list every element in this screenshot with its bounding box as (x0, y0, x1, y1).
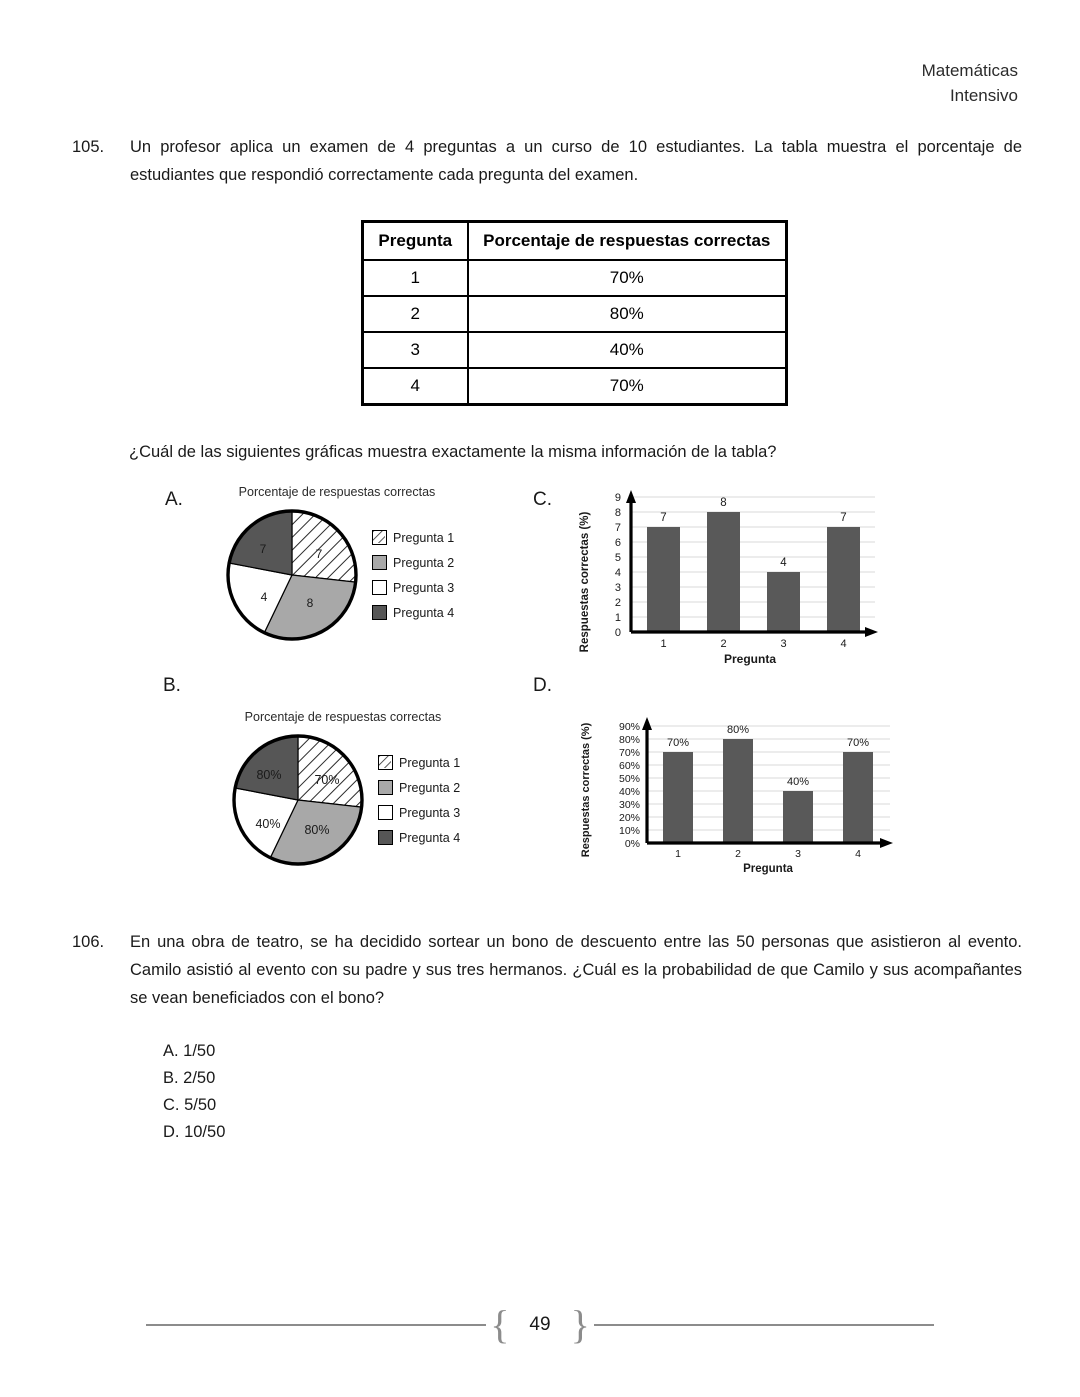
option-label-b[interactable]: B. (163, 675, 181, 696)
question-106-options (163, 1038, 225, 1146)
chart-a-value-pregunta-4: 7 (259, 542, 267, 556)
table-header-row (363, 222, 787, 261)
legend-item-pregunta-4 (378, 830, 460, 845)
chart-d-bar-2 (723, 739, 753, 843)
table-cell-pregunta: 2 (363, 296, 468, 332)
ytick: 2 (614, 597, 621, 609)
legend-label: Pregunta 2 (393, 555, 455, 570)
question-105-text: Un profesor aplica un examen de 4 preguntas a un curso de 10 estudiantes. La tabla muestra el porcentaje de estudiantes que respondió correctamente cada pregunta del examen. (130, 138, 1022, 184)
table-row (363, 260, 787, 296)
chart-b-value-pregunta-4: 80% (256, 768, 282, 782)
footer-rule-left (146, 1324, 486, 1326)
ytick: 5 (614, 552, 621, 564)
table-cell-porcentaje: 70% (468, 260, 787, 296)
option-label-d[interactable]: D. (533, 675, 552, 696)
ytick: 50% (618, 773, 640, 785)
ytick: 0% (624, 838, 640, 850)
chart-d-datalabel-4: 70% (846, 737, 870, 749)
ytick: 10% (618, 825, 640, 837)
legend-item-pregunta-1 (378, 755, 460, 770)
question-106-text: En una obra de teatro, se ha decidido sortear un bono de descuento entre las 50 personas que asistieron al evento. Camilo asistió al evento con su padre y sus tres hermanos. ¿Cuál es la probabilidad de que Camilo y sus acompañantes se vean beneficiados con el bono? (130, 933, 1022, 1007)
white-swatch-icon (378, 805, 393, 820)
table-row (363, 332, 787, 368)
question-105 (72, 133, 1022, 189)
chart-d-bar-3 (783, 791, 813, 843)
chart-d-xticks (675, 848, 861, 860)
table-cell-pregunta: 1 (363, 260, 468, 296)
table-row (363, 368, 787, 405)
legend-label: Pregunta 1 (399, 755, 461, 770)
option-d-figure[interactable] (578, 712, 903, 892)
chart-d-datalabel-3: 40% (786, 776, 810, 788)
chart-a-value-pregunta-2: 8 (306, 596, 314, 610)
xtick: 2 (735, 848, 741, 860)
question-105-subquestion: ¿Cuál de las siguientes gráficas muestra exactamente la misma información de la tabla? (129, 443, 777, 461)
page-number: 49 (529, 1314, 551, 1335)
chart-d-bar-4 (843, 752, 873, 843)
chart-a-title: Porcentaje de respuestas correctas (238, 485, 436, 499)
brace-left-icon: { (490, 1302, 510, 1347)
chart-b-slice-pregunta-1 (298, 736, 362, 807)
chart-c-yticks (615, 492, 621, 639)
chart-d-bar-1 (663, 752, 693, 843)
table-row (363, 296, 787, 332)
chart-b-legend (378, 750, 460, 850)
chart-a-slice-pregunta-1 (292, 511, 356, 582)
ytick: 4 (614, 567, 621, 579)
legend-label: Pregunta 3 (399, 805, 461, 820)
option-c-figure[interactable] (575, 487, 885, 677)
ytick: 9 (614, 492, 621, 504)
ytick: 40% (618, 786, 640, 798)
option-b-figure[interactable] (228, 710, 460, 870)
legend-label: Pregunta 1 (393, 530, 455, 545)
legend-label: Pregunta 4 (393, 605, 455, 620)
chart-c-xticks (660, 638, 846, 650)
question-105-number: 105. (72, 138, 105, 156)
chart-c-bar-1 (647, 527, 680, 632)
brace-right-icon: } (570, 1302, 590, 1347)
chart-c-bar-3 (767, 572, 800, 632)
percentages-table (361, 220, 788, 406)
legend-item-pregunta-3 (378, 805, 460, 820)
xtick: 3 (780, 638, 787, 650)
chart-c-bar-4 (827, 527, 860, 632)
legend-label: Pregunta 3 (393, 580, 455, 595)
ytick: 3 (614, 582, 621, 594)
chart-d-datalabel-1: 70% (666, 737, 690, 749)
ytick: 6 (614, 537, 621, 549)
chart-d-yaxis-arrow (642, 717, 652, 730)
legend-item-pregunta-4 (372, 605, 454, 620)
chart-c-datalabel-1: 7 (660, 512, 667, 524)
dark-swatch-icon (378, 830, 393, 845)
answer-option-d[interactable]: D. 10/50 (163, 1123, 226, 1141)
legend-item-pregunta-3 (372, 580, 454, 595)
ytick: 60% (618, 760, 640, 772)
chart-c-xaxis-arrow (865, 627, 878, 637)
footer-rule-right (594, 1324, 934, 1326)
legend-label: Pregunta 4 (399, 830, 461, 845)
xtick: 1 (675, 848, 681, 860)
chart-c-xlabel: Pregunta (723, 652, 777, 666)
hatch-swatch-icon (372, 530, 387, 545)
question-106-number: 106. (72, 933, 105, 951)
legend-item-pregunta-2 (378, 780, 460, 795)
legend-label: Pregunta 2 (399, 780, 461, 795)
answer-option-b[interactable]: B. 2/50 (163, 1069, 216, 1087)
table-cell-porcentaje: 40% (468, 332, 787, 368)
ytick: 1 (614, 612, 621, 624)
answer-option-c[interactable]: C. 5/50 (163, 1096, 217, 1114)
chart-b-pie (228, 730, 368, 870)
table-header-porcentaje: Porcentaje de respuestas correctas (468, 222, 787, 261)
ytick: 80% (618, 734, 640, 746)
chart-d-datalabel-2: 80% (726, 724, 750, 736)
ytick: 0 (614, 627, 621, 639)
chart-a-value-pregunta-1: 7 (315, 547, 323, 561)
chart-c-bar-2 (707, 512, 740, 632)
table-cell-pregunta: 3 (363, 332, 468, 368)
chart-a-pie (222, 505, 362, 645)
white-swatch-icon (372, 580, 387, 595)
xtick: 2 (720, 638, 727, 650)
chart-c-bar (575, 487, 885, 672)
chart-c-datalabel-2: 8 (720, 497, 727, 509)
option-label-a[interactable]: A. (165, 489, 183, 510)
ytick: 30% (618, 799, 640, 811)
gray-swatch-icon (378, 780, 393, 795)
xtick: 4 (855, 848, 861, 860)
table-cell-porcentaje: 80% (468, 296, 787, 332)
chart-d-yticks (619, 721, 640, 850)
chart-a-value-pregunta-3: 4 (260, 590, 268, 604)
chart-d-xlabel: Pregunta (743, 863, 793, 875)
chart-d-bar (578, 712, 903, 887)
chart-d-ylabel: Respuestas correctas (%) (580, 722, 592, 858)
dark-swatch-icon (372, 605, 387, 620)
hatch-swatch-icon (378, 755, 393, 770)
page-footer (0, 1302, 1080, 1347)
legend-item-pregunta-2 (372, 555, 454, 570)
question-106 (72, 928, 1022, 1012)
chart-b-value-pregunta-2: 80% (304, 823, 330, 837)
table-header-pregunta: Pregunta (363, 222, 468, 261)
xtick: 1 (660, 638, 667, 650)
chart-b-value-pregunta-1: 70% (314, 773, 340, 787)
ytick: 8 (614, 507, 621, 519)
table-cell-pregunta: 4 (363, 368, 468, 405)
xtick: 3 (795, 848, 801, 860)
chart-d-xaxis-arrow (880, 838, 893, 848)
legend-item-pregunta-1 (372, 530, 454, 545)
ytick: 7 (614, 522, 621, 534)
document-header (922, 58, 1018, 108)
table-cell-porcentaje: 70% (468, 368, 787, 405)
chart-b-title: Porcentaje de respuestas correctas (244, 710, 442, 724)
header-subject: Matemáticas (921, 61, 1018, 80)
option-label-c[interactable]: C. (533, 489, 552, 510)
chart-c-datalabel-3: 4 (780, 557, 787, 569)
answer-option-a[interactable]: A. 1/50 (163, 1042, 216, 1060)
chart-c-ylabel: Respuestas correctas (%) (579, 511, 591, 653)
chart-a-legend (372, 525, 454, 625)
option-a-figure[interactable] (222, 485, 454, 645)
ytick: 90% (618, 721, 640, 733)
header-level: Intensivo (949, 86, 1018, 105)
ytick: 20% (618, 812, 640, 824)
chart-b-value-pregunta-3: 40% (255, 817, 281, 831)
gray-swatch-icon (372, 555, 387, 570)
ytick: 70% (618, 747, 640, 759)
xtick: 4 (840, 638, 847, 650)
chart-c-datalabel-4: 7 (840, 512, 847, 524)
